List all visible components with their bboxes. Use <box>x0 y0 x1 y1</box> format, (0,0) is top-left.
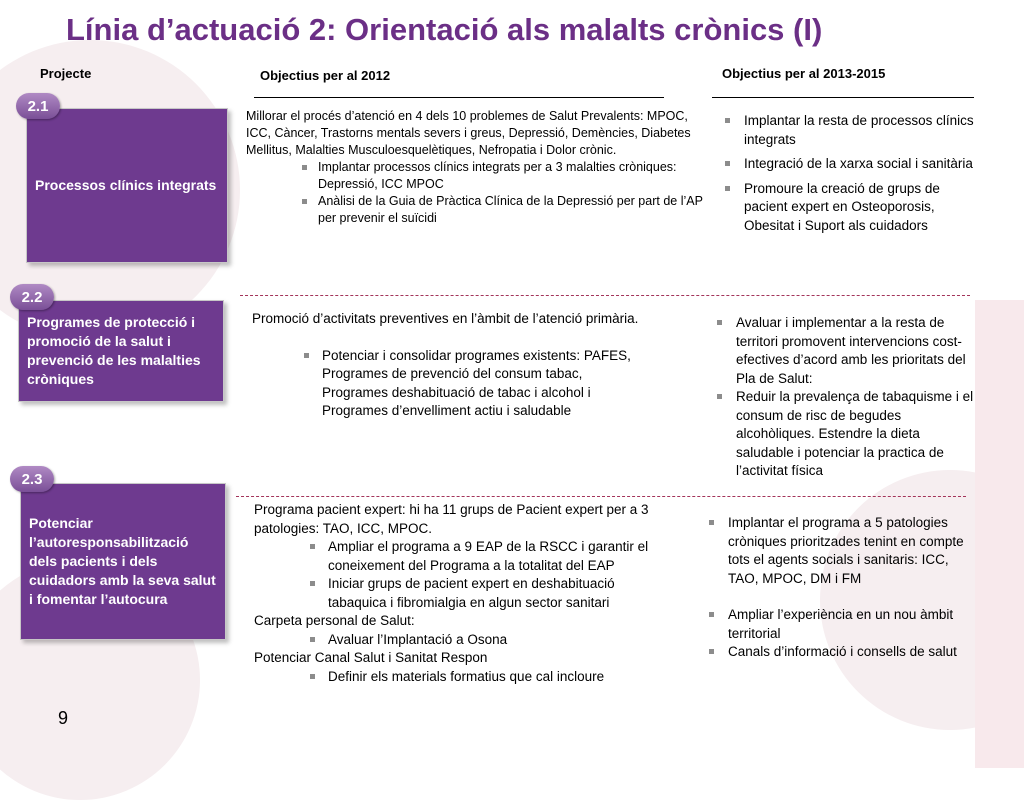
objective-intro: Programa pacient expert: hi ha 11 grups de Pacient expert per a 3 patologies: TAO, ICC, MPOC. <box>254 502 649 536</box>
header-underline <box>712 97 974 98</box>
list-item: Iniciar grups de pacient expert en deshabituació tabaquica i fibromialgia en algun sector sanitari <box>328 575 674 612</box>
section-badge: 2.3 <box>10 466 54 492</box>
objective-list <box>696 514 972 662</box>
list-item: Canals d’informació i consells de salut <box>728 643 972 662</box>
page-number: 9 <box>58 708 69 728</box>
objective-intro: Promoció d’activitats preventives en l’àmbit de l’atenció primària. <box>252 311 639 326</box>
objective-intro: Potenciar Canal Salut i Sanitat Respon <box>254 650 488 665</box>
header-objectives-2013-2015: Objectius per al 2013-2015 <box>722 66 886 81</box>
list-item: Reduir la prevalença de tabaquisme i el consum de risc de begudes alcohòliques. Estendre la dieta saludable i potenciar la practica de l’activitat física <box>736 388 980 481</box>
objective-list <box>246 159 710 227</box>
list-item: Ampliar el programa a 9 EAP de la RSCC i garantir el coneixement del Programa a la totalitat del EAP <box>328 538 674 575</box>
project-label: Programes de protecció i promoció de la salut i prevenció de les malalties cròniques <box>27 314 201 387</box>
objective-intro: Carpeta personal de Salut: <box>254 613 415 628</box>
objective-list <box>254 668 674 687</box>
list-item: Implantar el programa a 5 patologies cròniques prioritzades tenint en compte tots el agents socials i sanitaris: ICC, TAO, MPOC, DM i FM <box>728 514 972 588</box>
objectives-2012-cell <box>246 108 710 227</box>
project-box <box>18 300 224 402</box>
watermark-band <box>975 300 1024 768</box>
project-label: Potenciar l’autoresponsabilització dels pacients i dels cuidadors amb la seva salut i fomentar l’autocura <box>29 515 216 607</box>
objective-list <box>254 538 674 612</box>
project-box <box>26 108 228 263</box>
list-item: Potenciar i consolidar programes existents: PAFES, Programes de prevenció del consum tabac, Programes deshabituació de tabac i alcohol i Programes d’envelliment actiu i saludable <box>322 347 652 421</box>
list-item: Ampliar l’experiència en un nou àmbit territorial <box>728 606 972 643</box>
objective-list <box>712 112 974 235</box>
list-item: Definir els materials formatius que cal incloure <box>328 668 674 687</box>
section-badge: 2.1 <box>16 93 60 119</box>
page-title: Línia d’actuació 2: Orientació als malalts crònics (I) <box>66 12 823 47</box>
project-box <box>20 483 226 640</box>
header-project: Projecte <box>40 66 92 81</box>
objective-intro: Millorar el procés d’atenció en 4 dels 10 problemes de Salut Prevalents: MPOC, ICC, Càncer, Trastorns mentals severs i greus, Depressió, Demències, Diabetes Mellitus, Malalties Musculoesquelètiques, Nefropatia i Dolor crònic. <box>246 109 691 157</box>
project-label: Processos clínics integrats <box>35 177 217 193</box>
row-divider <box>236 496 966 497</box>
objectives-2013-2015-cell <box>696 514 972 662</box>
objectives-2013-2015-cell <box>712 112 974 235</box>
objective-list <box>252 347 652 421</box>
list-item: Anàlisi de la Guia de Pràctica Clínica de la Depressió per part de l’AP per prevenir el suïcidi <box>318 193 710 227</box>
objectives-2013-2015-cell <box>704 314 980 481</box>
objectives-2012-cell <box>252 310 652 421</box>
list-item: Implantar la resta de processos clínics integrats <box>744 112 974 149</box>
row-divider <box>240 295 970 296</box>
objective-list <box>254 631 674 650</box>
list-item: Avaluar i implementar a la resta de territori promovent intervencions cost-efectives d’acord amb les prioritats del Pla de Salut: <box>736 314 980 388</box>
list-item: Promoure la creació de grups de pacient expert en Osteoporosis, Obesitat i Suport als cuidadors <box>744 180 974 236</box>
header-objectives-2012: Objectius per al 2012 <box>260 68 391 83</box>
list-item: Integració de la xarxa social i sanitària <box>744 155 974 174</box>
header-underline <box>254 97 664 98</box>
list-item: Implantar processos clínics integrats per a 3 malalties cròniques: Depressió, ICC MPOC <box>318 159 710 193</box>
objectives-2012-cell <box>254 501 674 686</box>
section-badge: 2.2 <box>10 284 54 310</box>
list-item: Avaluar l’Implantació a Osona <box>328 631 674 650</box>
objective-list <box>704 314 980 481</box>
